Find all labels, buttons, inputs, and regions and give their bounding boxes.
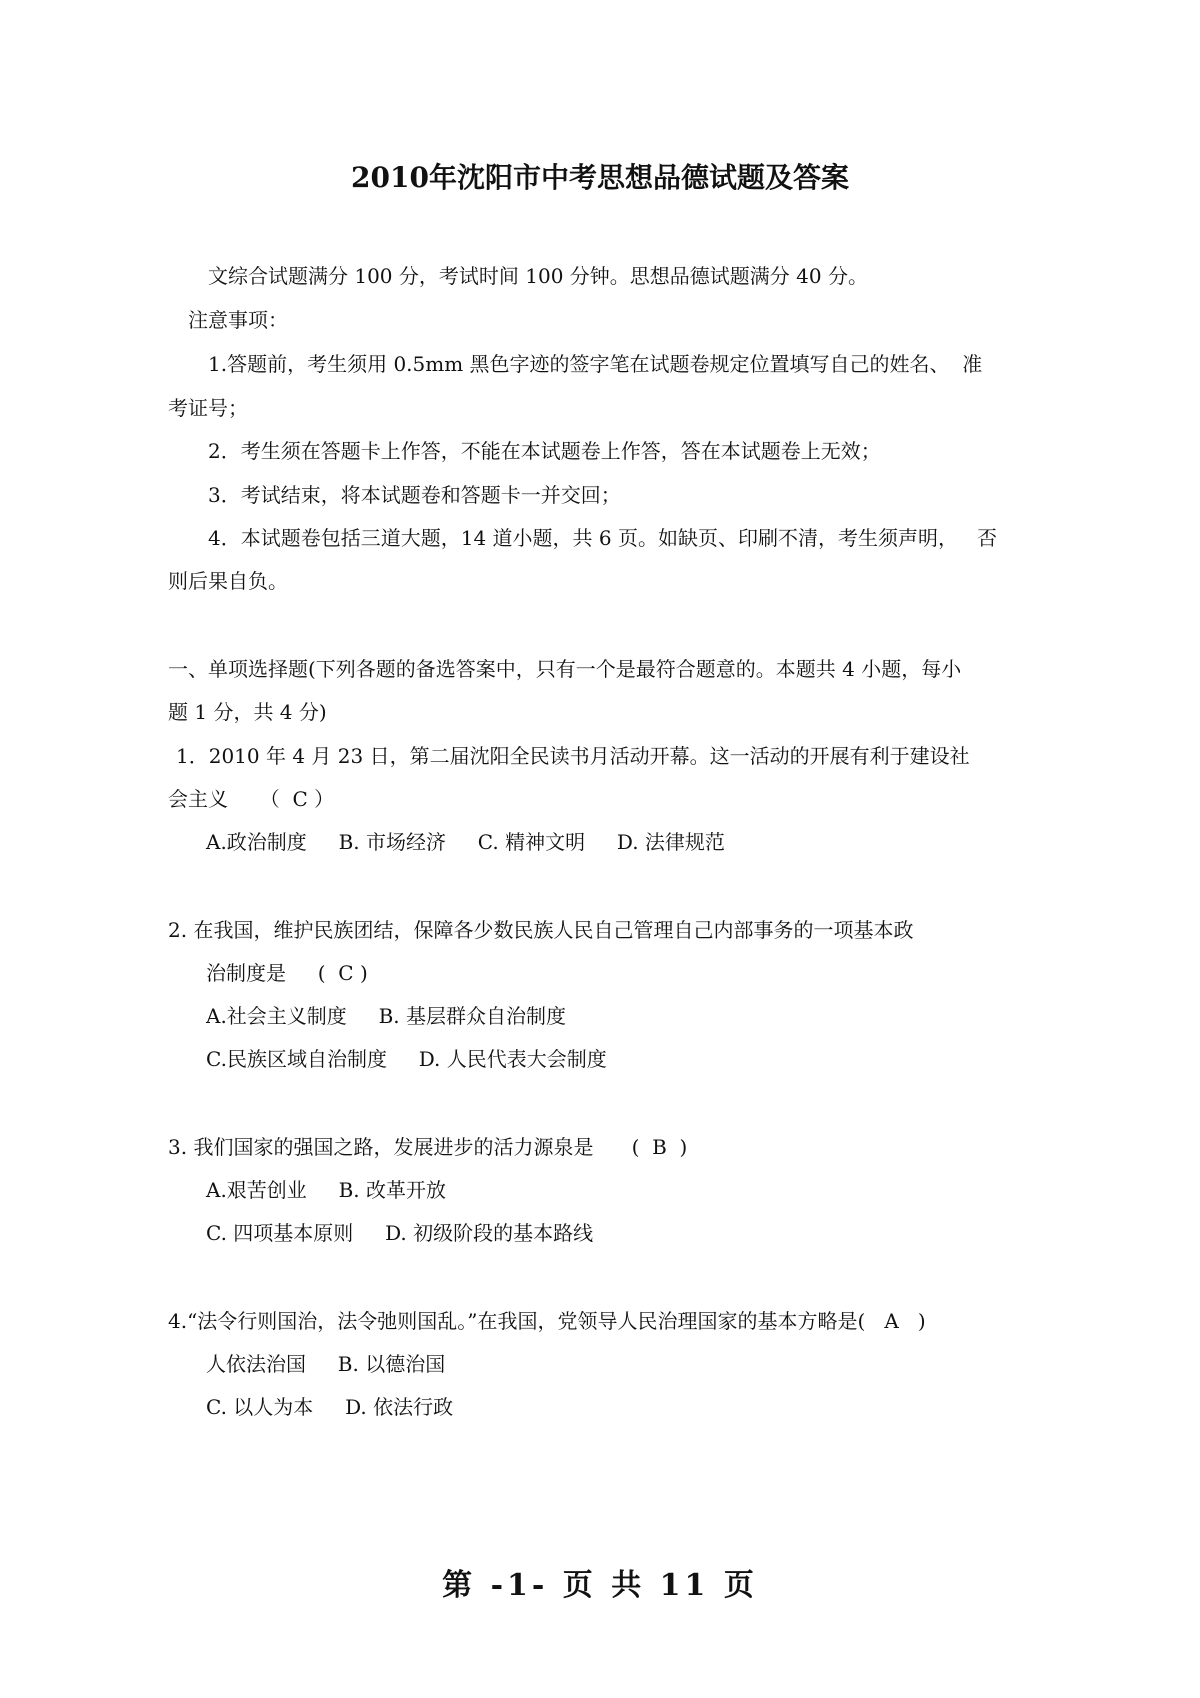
notice-item: 4．本试题卷包括三道大题，14 道小题，共 6 页。如缺页、印刷不清，考生须声明， 否 bbox=[208, 526, 998, 550]
question-1-stem: 1．2010 年 4 月 23 日，第二届沈阳全民读书月活动开幕。这一活动的开展有利于建设社 bbox=[176, 744, 970, 768]
question-2-stem: 2. 在我国，维护民族团结，保障各少数民族人民自己管理自己内部事务的一项基本政 bbox=[168, 918, 914, 942]
question-4-stem: 4.“法令行则国治，法令弛则国乱。”在我国，党领导人民治理国家的基本方略是( A ) bbox=[168, 1309, 926, 1333]
question-2-options: A.社会主义制度 B. 基层群众自治制度 bbox=[206, 1004, 566, 1028]
section-heading: 一、单项选择题(下列各题的备选答案中，只有一个是最符合题意的。本题共 4 小题，每小 bbox=[168, 657, 962, 681]
question-3-options: C. 四项基本原则 D. 初级阶段的基本路线 bbox=[206, 1221, 594, 1245]
question-2-stem-continued: 治制度是 ( C ) bbox=[206, 961, 368, 985]
question-4-options: C. 以人为本 D. 依法行政 bbox=[206, 1395, 454, 1419]
question-4-options: 人依法治国 B. 以德治国 bbox=[206, 1352, 446, 1376]
notice-item-continued: 则后果自负。 bbox=[168, 569, 288, 593]
notice-item: 3．考试结束，将本试题卷和答题卡一并交回； bbox=[208, 483, 621, 507]
page-footer: 第 -1- 页 共 11 页 bbox=[442, 1568, 758, 1603]
notice-item: 2．考生须在答题卡上作答，不能在本试题卷上作答，答在本试题卷上无效； bbox=[208, 439, 881, 463]
question-1-stem-continued: 会主义 （ C ） bbox=[168, 787, 335, 811]
document-title: 2010年沈阳市中考思想品德试题及答案 bbox=[351, 161, 849, 194]
question-3-options: A.艰苦创业 B. 改革开放 bbox=[206, 1178, 446, 1202]
question-1-options: A.政治制度 B. 市场经济 C. 精神文明 D. 法律规范 bbox=[206, 830, 725, 854]
section-heading-continued: 题 1 分，共 4 分) bbox=[168, 700, 327, 724]
notice-heading: 注意事项： bbox=[188, 308, 288, 332]
question-3-stem: 3. 我们国家的强国之路，发展进步的活力源泉是 ( B ) bbox=[168, 1135, 688, 1159]
intro-text: 文综合试题满分 100 分，考试时间 100 分钟。思想品德试题满分 40 分。 bbox=[208, 264, 868, 288]
notice-item-continued: 考证号； bbox=[168, 396, 248, 420]
notice-item: 1.答题前，考生须用 0.5mm 黑色字迹的签字笔在试题卷规定位置填写自己的姓名、 准 bbox=[208, 352, 983, 376]
question-2-options: C.民族区域自治制度 D. 人民代表大会制度 bbox=[206, 1047, 607, 1071]
